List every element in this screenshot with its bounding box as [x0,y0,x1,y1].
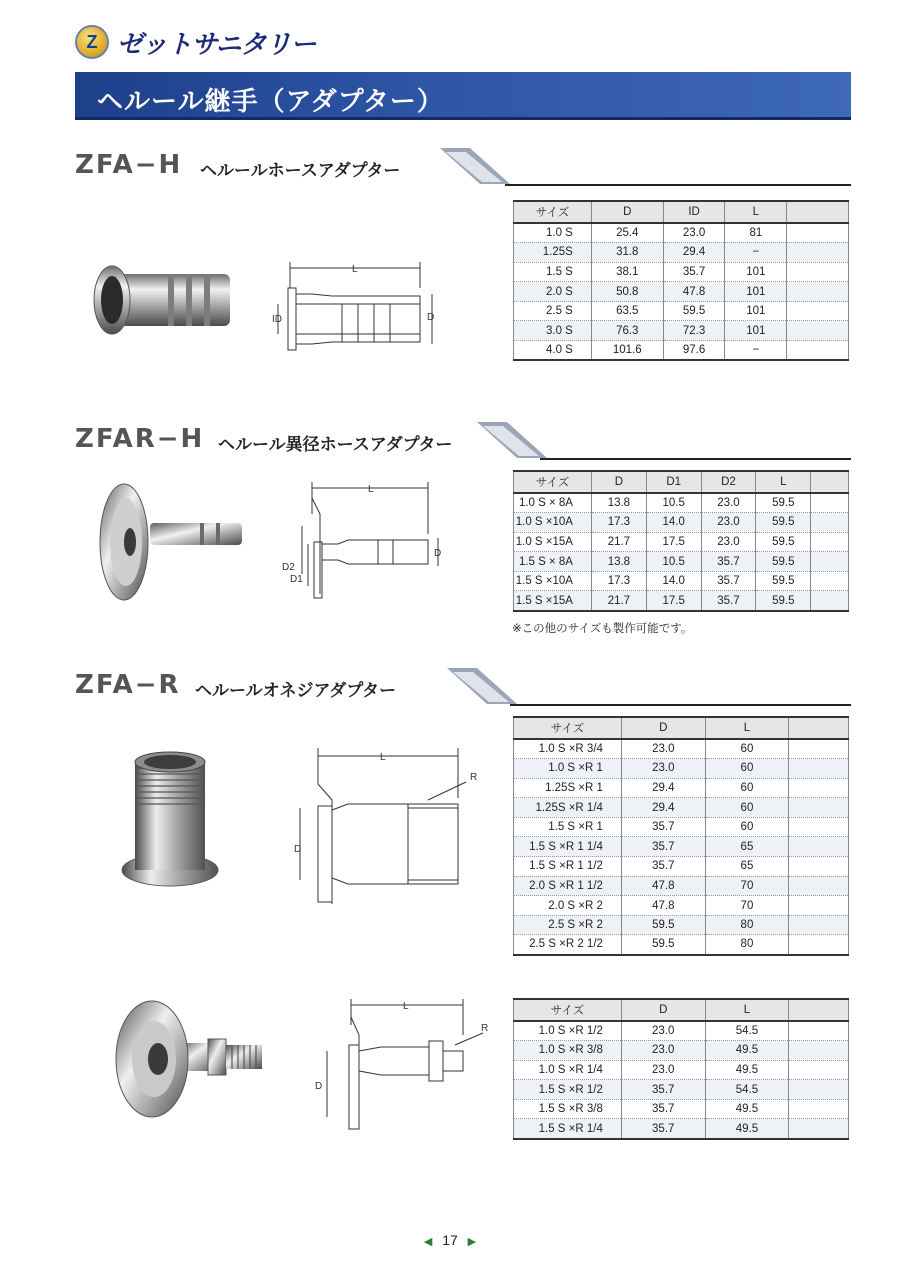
section-rule [540,458,851,460]
blank-cell [811,571,849,591]
column-header: L [725,201,787,223]
size-cell: 1.0 S [514,223,592,243]
size-cell: 2.5 S ×R 2 1/2 [514,935,622,955]
size-cell: 1.25S ×R 1 [514,778,622,798]
blank-cell [811,513,849,533]
value-cell: 21.7 [591,532,646,552]
column-header-blank [811,471,849,493]
size-cell: 1.5 S × 8A [514,552,592,572]
value-cell: 31.8 [591,243,663,263]
blank-cell [789,876,849,896]
blank-cell [789,759,849,779]
value-cell: 49.5 [705,1060,789,1080]
value-cell: 70 [705,876,789,896]
column-header: D2 [701,471,756,493]
blank-cell [789,798,849,818]
table-row [514,591,849,611]
table-row [514,876,849,896]
size-cell: 1.25S ×R 1/4 [514,798,622,818]
value-cell: 35.7 [701,591,756,611]
value-cell: 35.7 [621,857,705,877]
page-title: ヘルール継手（アダプター） [97,87,444,117]
table-row [514,915,849,935]
value-cell: 97.6 [663,341,725,361]
value-cell: 25.4 [591,223,663,243]
section-wedge-graphic [477,420,547,460]
value-cell: 60 [705,759,789,779]
technical-drawing-zfa-h [272,258,442,358]
value-cell: 35.7 [701,552,756,572]
table-row [514,532,849,552]
logo-emblem: Z [75,25,109,59]
product-photo-zfa-h [90,262,250,342]
availability-note: ※この他のサイズも製作可能です。 [512,621,693,635]
value-cell: 14.0 [646,513,701,533]
size-cell: 1.5 S ×R 1/2 [514,1080,622,1100]
next-arrow-icon: ▶ [467,1236,477,1248]
value-cell: 17.3 [591,513,646,533]
value-cell: 49.5 [705,1099,789,1119]
column-header-blank [787,201,849,223]
table-row [514,571,849,591]
blank-cell [789,837,849,857]
size-cell: 1.5 S ×R 1 [514,817,622,837]
page-banner [75,72,851,120]
blank-cell [789,896,849,916]
value-cell: 54.5 [705,1021,789,1041]
table-row [514,798,849,818]
size-cell: 4.0 S [514,341,592,361]
value-cell: 59.5 [756,591,811,611]
table-body [514,493,849,611]
table-header-row [514,201,849,223]
value-cell: 50.8 [591,282,663,302]
size-cell: 3.0 S [514,321,592,341]
value-cell: 59.5 [756,493,811,513]
value-cell: 101 [725,301,787,321]
value-cell: 80 [705,935,789,955]
value-cell: 72.3 [663,321,725,341]
table-row [514,262,849,282]
size-cell: 2.0 S [514,282,592,302]
value-cell: 23.0 [701,493,756,513]
size-cell: 1.0 S ×10A [514,513,592,533]
dim-label-d: D [294,844,302,855]
column-header: サイズ [514,717,622,739]
value-cell: 17.3 [591,571,646,591]
size-cell: 1.5 S ×R 1/4 [514,1119,622,1139]
value-cell: 38.1 [591,262,663,282]
brand-logo [75,22,315,62]
section-header-zfa-h [75,150,851,186]
size-cell: 1.0 S × 8A [514,493,592,513]
value-cell: 23.0 [621,1060,705,1080]
size-cell: 1.0 S ×R 1/2 [514,1021,622,1041]
value-cell: 21.7 [591,591,646,611]
value-cell: 59.5 [621,915,705,935]
spec-table-zfa-r-small [513,998,849,1140]
value-cell: 23.0 [621,1021,705,1041]
value-cell: 23.0 [621,1041,705,1061]
table-header-row [514,471,849,493]
size-cell: 2.0 S ×R 1 1/2 [514,876,622,896]
value-cell: 59.5 [756,552,811,572]
dim-label-l: L [403,1001,409,1012]
dim-label-d2: D2 [282,562,295,573]
table-row [514,493,849,513]
blank-cell [789,739,849,759]
value-cell: 47.8 [663,282,725,302]
blank-cell [811,493,849,513]
table-row [514,243,849,263]
blank-cell [789,1060,849,1080]
dim-label-d1: D1 [290,574,303,585]
technical-drawing-zfar-h [278,474,448,604]
product-photo-zfa-r-small [108,995,268,1125]
column-header: D [621,717,705,739]
table-row [514,935,849,955]
section-name: ヘルールオネジアダプター [195,681,397,701]
value-cell: 13.8 [591,552,646,572]
dim-label-r: R [470,772,478,783]
value-cell: 59.5 [756,532,811,552]
size-cell: 1.0 S ×R 3/4 [514,739,622,759]
value-cell: 17.5 [646,591,701,611]
value-cell: 59.5 [756,571,811,591]
blank-cell [789,778,849,798]
value-cell: 23.0 [621,759,705,779]
value-cell: 101 [725,282,787,302]
section-header-zfa-r [75,670,851,706]
value-cell: 23.0 [701,532,756,552]
table-row [514,1119,849,1139]
column-header: サイズ [514,201,592,223]
blank-cell [789,915,849,935]
value-cell: 65 [705,837,789,857]
column-header: D [591,471,646,493]
table-row [514,341,849,361]
table-row [514,1060,849,1080]
table-row [514,896,849,916]
blank-cell [787,243,849,263]
table-row [514,282,849,302]
value-cell: 54.5 [705,1080,789,1100]
dim-label-r: R [481,1023,489,1034]
dim-label-l: L [352,264,358,275]
value-cell: 35.7 [663,262,725,282]
value-cell: 60 [705,778,789,798]
product-photo-zfa-r [115,742,225,892]
blank-cell [811,552,849,572]
value-cell: 49.5 [705,1119,789,1139]
value-cell: 10.5 [646,493,701,513]
table-body [514,223,849,360]
value-cell: 29.4 [621,778,705,798]
value-cell: 76.3 [591,321,663,341]
dim-label-d: D [434,548,442,559]
value-cell: 29.4 [621,798,705,818]
dim-label-id: ID [272,314,282,325]
value-cell: 23.0 [701,513,756,533]
value-cell: 10.5 [646,552,701,572]
column-header: ID [663,201,725,223]
table-row [514,1080,849,1100]
size-cell: 1.5 S ×R 3/8 [514,1099,622,1119]
table-row [514,1021,849,1041]
table-row [514,1099,849,1119]
table-header-row [514,717,849,739]
logo-text: ゼットサニタリー [117,29,316,60]
technical-drawing-zfa-r-small [305,995,505,1135]
column-header: D [591,201,663,223]
value-cell: 65 [705,857,789,877]
table-row [514,513,849,533]
size-cell: 2.0 S ×R 2 [514,896,622,916]
blank-cell [789,1021,849,1041]
column-header: L [756,471,811,493]
section-rule [505,184,851,186]
size-cell: 1.5 S ×10A [514,571,592,591]
size-cell: 1.5 S ×R 1 1/4 [514,837,622,857]
blank-cell [787,341,849,361]
value-cell: 101 [725,321,787,341]
column-header: サイズ [514,999,622,1021]
value-cell: 17.5 [646,532,701,552]
product-photo-zfar-h [90,478,250,608]
value-cell: 70 [705,896,789,916]
value-cell: 29.4 [663,243,725,263]
blank-cell [789,1080,849,1100]
value-cell: 47.8 [621,896,705,916]
value-cell: 35.7 [621,1099,705,1119]
table-row [514,552,849,572]
section-code: ZFAR−H [75,424,205,454]
spec-table-zfa-r [513,716,849,956]
value-cell: 60 [705,817,789,837]
prev-arrow-icon: ◀ [423,1236,433,1248]
section-wedge-graphic [447,666,517,706]
column-header: L [705,999,789,1021]
blank-cell [789,935,849,955]
value-cell: 63.5 [591,301,663,321]
section-name: ヘルール異径ホースアダプター [218,435,453,455]
value-cell: − [725,341,787,361]
section-rule [510,704,851,706]
value-cell: 59.5 [621,935,705,955]
section-code: ZFA−R [75,670,181,700]
column-header: L [705,717,789,739]
value-cell: 60 [705,798,789,818]
table-header-row [514,999,849,1021]
size-cell: 1.5 S [514,262,592,282]
value-cell: 59.5 [756,513,811,533]
value-cell: 35.7 [621,837,705,857]
value-cell: 35.7 [701,571,756,591]
table-row [514,223,849,243]
table-row [514,857,849,877]
blank-cell [789,1041,849,1061]
section-header-zfar-h [75,424,851,460]
blank-cell [789,857,849,877]
value-cell: 47.8 [621,876,705,896]
value-cell: 101 [725,262,787,282]
blank-cell [787,223,849,243]
value-cell: 60 [705,739,789,759]
column-header: サイズ [514,471,592,493]
value-cell: 49.5 [705,1041,789,1061]
section-wedge-graphic [440,146,510,186]
table-body [514,739,849,955]
table-row [514,817,849,837]
table-row [514,321,849,341]
page-number: 17 [442,1232,458,1248]
value-cell: 81 [725,223,787,243]
page-number-footer [0,1232,900,1248]
blank-cell [787,321,849,341]
table-row [514,837,849,857]
table-row [514,739,849,759]
table-body [514,1021,849,1139]
size-cell: 1.5 S ×15A [514,591,592,611]
column-header-blank [789,717,849,739]
column-header-blank [789,999,849,1021]
section-name: ヘルールホースアダプター [200,161,401,181]
value-cell: 13.8 [591,493,646,513]
dim-label-l: L [368,484,374,495]
blank-cell [789,1119,849,1139]
value-cell: 101.6 [591,341,663,361]
table-row [514,759,849,779]
blank-cell [789,817,849,837]
dim-label-l: L [380,752,386,763]
column-header: D1 [646,471,701,493]
blank-cell [811,532,849,552]
spec-table-zfa-h [513,200,849,361]
value-cell: 14.0 [646,571,701,591]
value-cell: − [725,243,787,263]
blank-cell [787,301,849,321]
size-cell: 1.0 S ×15A [514,532,592,552]
table-row [514,301,849,321]
size-cell: 2.5 S ×R 2 [514,915,622,935]
value-cell: 35.7 [621,1080,705,1100]
table-row [514,1041,849,1061]
dim-label-d: D [315,1081,323,1092]
value-cell: 23.0 [663,223,725,243]
blank-cell [787,262,849,282]
technical-drawing-zfa-r [288,744,498,914]
size-cell: 1.0 S ×R 1/4 [514,1060,622,1080]
blank-cell [811,591,849,611]
size-cell: 1.5 S ×R 1 1/2 [514,857,622,877]
column-header: D [621,999,705,1021]
size-cell: 2.5 S [514,301,592,321]
value-cell: 23.0 [621,739,705,759]
value-cell: 35.7 [621,817,705,837]
value-cell: 80 [705,915,789,935]
value-cell: 59.5 [663,301,725,321]
dim-label-d: D [427,312,435,323]
spec-table-zfar-h [513,470,849,612]
table-row [514,778,849,798]
value-cell: 35.7 [621,1119,705,1139]
size-cell: 1.25S [514,243,592,263]
size-cell: 1.0 S ×R 1 [514,759,622,779]
size-cell: 1.0 S ×R 3/8 [514,1041,622,1061]
section-code: ZFA−H [75,150,183,180]
blank-cell [789,1099,849,1119]
blank-cell [787,282,849,302]
